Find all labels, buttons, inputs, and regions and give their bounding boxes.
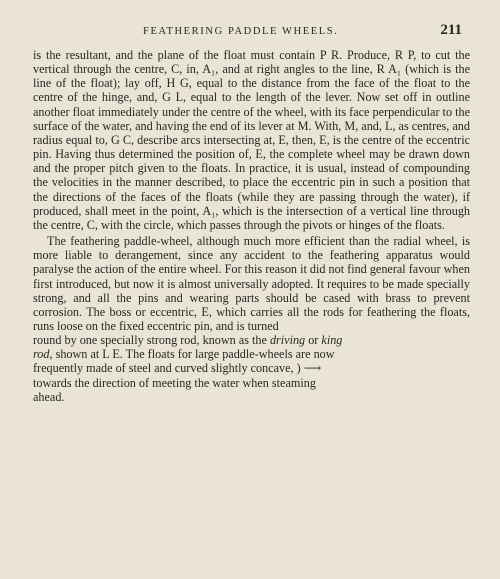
text-line: under the centre of the wheel, with its face perpendicular to the <box>161 104 470 119</box>
running-title: FEATHERING PADDLE WHEELS. <box>143 26 339 37</box>
text-line: velocities in the manner described, to place the eccentric pin in <box>51 175 369 190</box>
text-run: , shown at L E. The floats for large paddle-wheels are now <box>49 347 335 362</box>
running-head <box>33 22 470 42</box>
text-line: they are passing through the water), if produced, shall meet in <box>33 189 471 218</box>
text-line: the centre, C, with the circle, which passes through the pivots <box>33 217 333 232</box>
text-line: surface of the water, and having the end of its lever at M. <box>33 118 312 133</box>
text-line: float); lay off, H G, equal to the distance from the face of the <box>90 76 410 91</box>
text-line: accident to the feathering apparatus would paralyse the action of <box>33 248 471 277</box>
italic-term-rod: rod <box>33 347 50 362</box>
text-line: float to the centre of the hinge, and, G L, equal to the length of <box>33 76 471 105</box>
text-line: such a position that the directions of the faces of the floats (while <box>33 175 471 204</box>
text-line: when first introduced, but now it is almost universally adopted. <box>33 262 471 291</box>
page-number: 211 <box>440 22 462 38</box>
text-line: Produce, R P, to cut the vertical through the centre, C, in, A₁, <box>33 48 470 77</box>
text-line: than the radial wheel, is more liable to derangement, since any <box>33 234 470 263</box>
text-line: The boss or eccentric, E, which carries all the rods for feathering <box>86 304 417 319</box>
italic-term-driving: driving <box>269 333 306 348</box>
text-line: the floats, runs loose on the fixed eccentric pin, and is turned <box>33 304 471 333</box>
text-line: is the resultant, and the plane of the float must contain P R. <box>33 48 343 62</box>
text-line: or hinges of the floats. <box>335 217 445 232</box>
text-line: arcs intersecting at, E, then, E, is the centre of the eccentric <box>180 132 470 147</box>
text-line: the lever. Now set off in outline another float immediately <box>33 90 470 119</box>
text-line: floats. In practice, it is usual, instead of compounding the <box>33 161 471 190</box>
text-run: or <box>305 333 322 348</box>
text-line: the entire wheel. For this reason it did not find general favour <box>140 262 441 277</box>
text-line: wearing parts should be cased with brass to prevent corrosion. <box>33 290 470 319</box>
paragraph-1 <box>33 48 470 232</box>
paragraph-2-continued <box>33 333 470 404</box>
italic-term-king: king <box>321 333 343 348</box>
text-line: It requires to be made specially strong, and all the pins and <box>33 276 470 305</box>
text-line: With, M, and, L, as centres, and radius equal to, G C, describe <box>33 118 470 147</box>
text-run: round by one specially strong rod, known as the <box>33 333 270 348</box>
text-run: ahead. <box>33 389 65 404</box>
text-line: the point, A₁, which is the intersection of a vertical line through <box>152 203 471 218</box>
text-line: and at right angles to the line, R A₁ (which is the line of the <box>33 62 471 91</box>
text-run: towards the direction of meeting the water when steaming <box>33 375 316 390</box>
text-run-with-arrow: frequently made of steel and curved slightly concave, ) ⟶ <box>33 361 322 376</box>
text-line: pin. Having thus determined the position of, E, the complete <box>33 147 333 162</box>
body-text <box>33 48 470 404</box>
text-line: wheel may be drawn down and the proper pitch given to the <box>33 147 470 176</box>
text-line: The feathering paddle-wheel, although much more efficient <box>47 234 345 249</box>
paragraph-2 <box>33 234 470 333</box>
